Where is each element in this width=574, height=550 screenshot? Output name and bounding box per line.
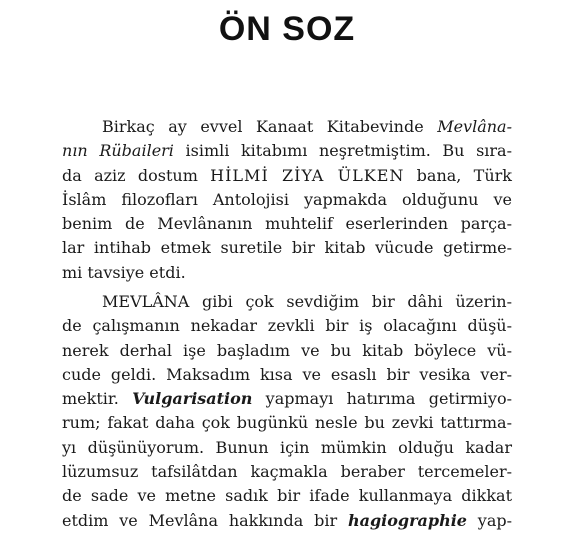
- text-line: da aziz dostum HİLMİ ZİYA ÜLKEN bana, Türk: [62, 165, 512, 185]
- text-line: nerek derhal işe başladım ve bu kitab böylece vü-: [62, 340, 512, 360]
- text-line: mektir. Vulgarisation yapmayı hatırıma getirmiyo-: [62, 389, 512, 409]
- text-line: lar intihab etmek suretile bir kitab vücude getirme-: [62, 238, 512, 258]
- text-line: İslâm filozofları Antolojisi yapmakda olduğunu ve: [62, 189, 512, 209]
- text-line: de sade ve metne sadık bir ifade kullanmaya dikkat: [62, 486, 512, 506]
- page-title: ÖN SOZ: [218, 10, 356, 48]
- text-line: mi tavsiye etdi.: [62, 262, 186, 282]
- text-line: yı düşünüyorum. Bunun için mümkin olduğu kadar: [62, 437, 512, 457]
- text-line: lüzumsuz tafsilâtdan kaçmakla beraber tercemeler-: [62, 462, 512, 482]
- paragraph-2: [62, 290, 512, 533]
- text-line: cude geldi. Maksadım kısa ve esaslı bir vesika ver-: [62, 364, 512, 384]
- text-line: de çalışmanın nekadar zevkli bir iş olacağını düşü-: [62, 316, 512, 336]
- text-line: rum; fakat daha çok bugünkü nesle bu zevki tattırma-: [62, 413, 512, 433]
- text-line: MEVLÂNA gibi çok sevdiğim bir dâhi üzerin-: [102, 292, 512, 311]
- text-line: benim de Mevlânanın muhtelif eserlerinden parça-: [62, 214, 512, 234]
- paragraph-1: [62, 115, 512, 285]
- text-line: etdim ve Mevlâna hakkında bir hagiographie yap-: [62, 510, 513, 530]
- text-line: Birkaç ay evvel Kanaat Kitabevinde Mevlâna-: [102, 117, 512, 136]
- text-line: nın Rübaileri isimli kitabımı neşretmiştim. Bu sıra-: [62, 141, 512, 161]
